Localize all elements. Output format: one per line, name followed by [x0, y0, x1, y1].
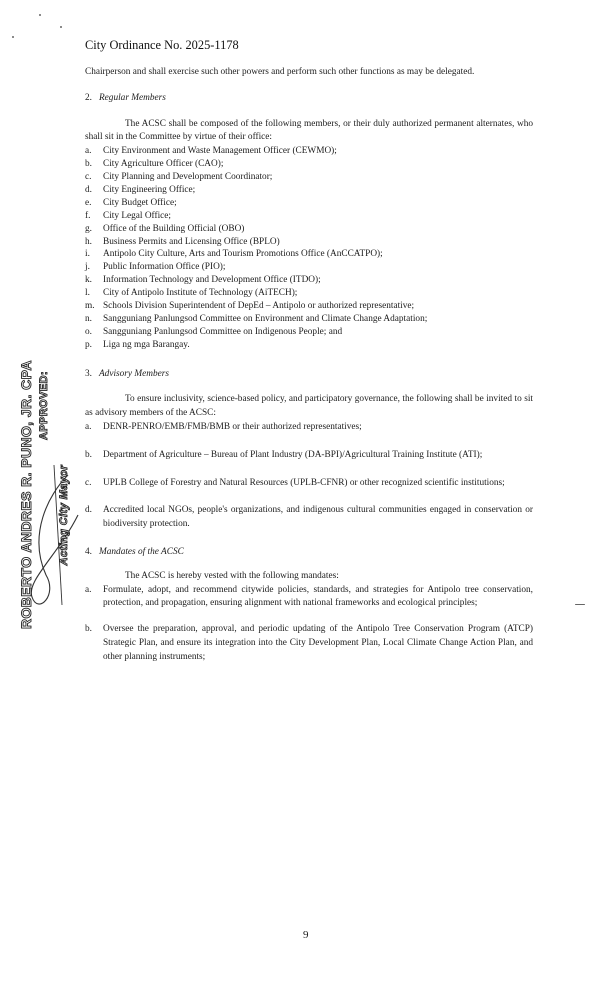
scan-speck	[39, 14, 41, 16]
list-item	[85, 623, 533, 664]
section-2-paragraph: The ACSC shall be composed of the following members, or their duly authorized permanent alternates, who shall sit in the Committee by virtue of their office:	[85, 118, 533, 143]
approval-stamp	[18, 345, 84, 645]
item-letter: o.	[85, 326, 92, 337]
item-text: Formulate, adopt, and recommend citywide policies, standards, and strategies for Antipolo tree conservation, protection, and propagation, ensuring alignment with national frameworks and ecological principles;	[103, 584, 533, 609]
list-item	[85, 421, 533, 435]
section-3-paragraph: To ensure inclusivity, science-based policy, and participatory governance, the following shall be invited to sit as advisory members of the ACSC:	[85, 394, 533, 419]
list-item	[85, 504, 533, 532]
list-item	[85, 158, 533, 171]
item-letter: p.	[85, 339, 92, 350]
item-text: City Agriculture Officer (CAO);	[103, 159, 224, 170]
scan-speck	[12, 36, 14, 38]
section-title: Regular Members	[99, 92, 166, 103]
item-text: Department of Agriculture – Bureau of Plant Industry (DA-BPI)/Agricultural Training Institute (ATI);	[103, 449, 483, 460]
list-item	[85, 236, 533, 249]
list-item	[85, 449, 533, 463]
list-item	[85, 184, 533, 197]
approved-label: APPROVED:	[38, 371, 50, 440]
item-text: City of Antipolo Institute of Technology (AiTECH);	[103, 288, 298, 299]
list-item	[85, 584, 533, 612]
list-item	[85, 339, 533, 352]
intro-paragraph: Chairperson and shall exercise such other powers and perform such other functions as may be delegated.	[85, 67, 475, 77]
section-4-paragraph: The ACSC is hereby vested with the following mandates:	[125, 570, 339, 581]
section-title: Mandates of the ACSC	[99, 547, 184, 558]
item-letter: l.	[85, 288, 90, 299]
ordinance-title: City Ordinance No. 2025-1178	[85, 38, 239, 52]
item-letter: f.	[85, 210, 91, 221]
item-letter: b.	[85, 624, 92, 635]
item-text: City Planning and Development Coordinator;	[103, 172, 273, 182]
list-item	[85, 300, 533, 313]
regular-members-list	[85, 145, 533, 352]
item-letter: j.	[85, 262, 90, 273]
item-letter: g.	[85, 223, 92, 234]
item-letter: a.	[85, 146, 92, 157]
item-text: Antipolo City Culture, Arts and Tourism Promotions Office (AnCCATPO);	[103, 249, 383, 260]
section-3-heading	[85, 368, 533, 382]
item-text: City Engineering Office;	[103, 184, 196, 195]
item-text: UPLB College of Forestry and Natural Resources (UPLB-CFNR) or other recognized scientific institutions;	[103, 477, 505, 488]
item-letter: m.	[85, 301, 95, 312]
section-4-heading	[85, 546, 533, 560]
item-text: Oversee the preparation, approval, and periodic updating of the Antipolo Tree Conservation Program (ATCP) Strategic Plan, and ensure its integration into the City Development Plan, Local Climate Change Action Plan, and other planning instruments;	[103, 624, 533, 662]
item-letter: d.	[85, 184, 92, 195]
item-text: Schools Division Superintendent of DepEd – Antipolo or authorized representative;	[103, 301, 415, 312]
list-item	[85, 261, 533, 274]
list-item	[85, 274, 533, 287]
list-item	[85, 313, 533, 326]
section-number: 4.	[85, 547, 92, 558]
item-text: Business Permits and Licensing Office (BPLO)	[103, 236, 280, 247]
item-letter: b.	[85, 159, 92, 170]
document-body	[85, 66, 533, 677]
item-text: Office of the Building Official (OBO)	[103, 223, 245, 234]
signatory-title: Acting City Mayor	[58, 465, 70, 566]
list-item	[85, 223, 533, 236]
item-text: DENR-PENRO/EMB/FMB/BMB or their authorized representatives;	[103, 422, 362, 433]
item-letter: e.	[85, 197, 92, 208]
item-letter: b.	[85, 449, 92, 460]
item-letter: a.	[85, 422, 92, 433]
list-item	[85, 171, 533, 184]
item-text: Liga ng mga Barangay.	[103, 339, 190, 350]
list-item	[85, 326, 533, 339]
item-letter: k.	[85, 275, 92, 286]
item-text: Sangguniang Panlungsod Committee on Environment and Climate Change Adaptation;	[103, 313, 428, 324]
mandates-list	[85, 584, 533, 665]
item-letter: c.	[85, 172, 92, 182]
item-letter: n.	[85, 313, 92, 324]
item-text: Sangguniang Panlungsod Committee on Indigenous People; and	[103, 326, 343, 337]
item-text: City Legal Office;	[103, 210, 171, 221]
item-text: City Budget Office;	[103, 197, 177, 208]
item-letter: h.	[85, 236, 92, 247]
signatory-name: ROBERTO ANDRES R. PUNO, JR. CPA	[18, 360, 34, 630]
section-number: 2.	[85, 92, 92, 103]
item-letter: d.	[85, 505, 92, 516]
item-text: Accredited local NGOs, people's organizations, and indigenous cultural communities engaged in conservation or biodiversity protection.	[103, 505, 533, 530]
list-item	[85, 197, 533, 210]
advisory-members-list	[85, 421, 533, 532]
list-item	[85, 477, 533, 491]
section-number: 3.	[85, 368, 92, 379]
list-item	[85, 287, 533, 300]
list-item	[85, 210, 533, 223]
item-text: Public Information Office (PIO);	[103, 262, 226, 273]
scan-speck	[60, 26, 62, 28]
scan-speck	[575, 604, 585, 605]
section-2-heading	[85, 92, 533, 106]
item-letter: c.	[85, 477, 92, 488]
list-item	[85, 248, 533, 261]
item-letter: a.	[85, 584, 92, 595]
section-title: Advisory Members	[99, 368, 169, 379]
list-item	[85, 145, 533, 158]
page-number: 9	[303, 929, 309, 941]
item-text: Information Technology and Development Office (ITDO);	[103, 275, 321, 286]
item-text: City Environment and Waste Management Officer (CEWMO);	[103, 146, 337, 157]
item-letter: i.	[85, 249, 90, 260]
